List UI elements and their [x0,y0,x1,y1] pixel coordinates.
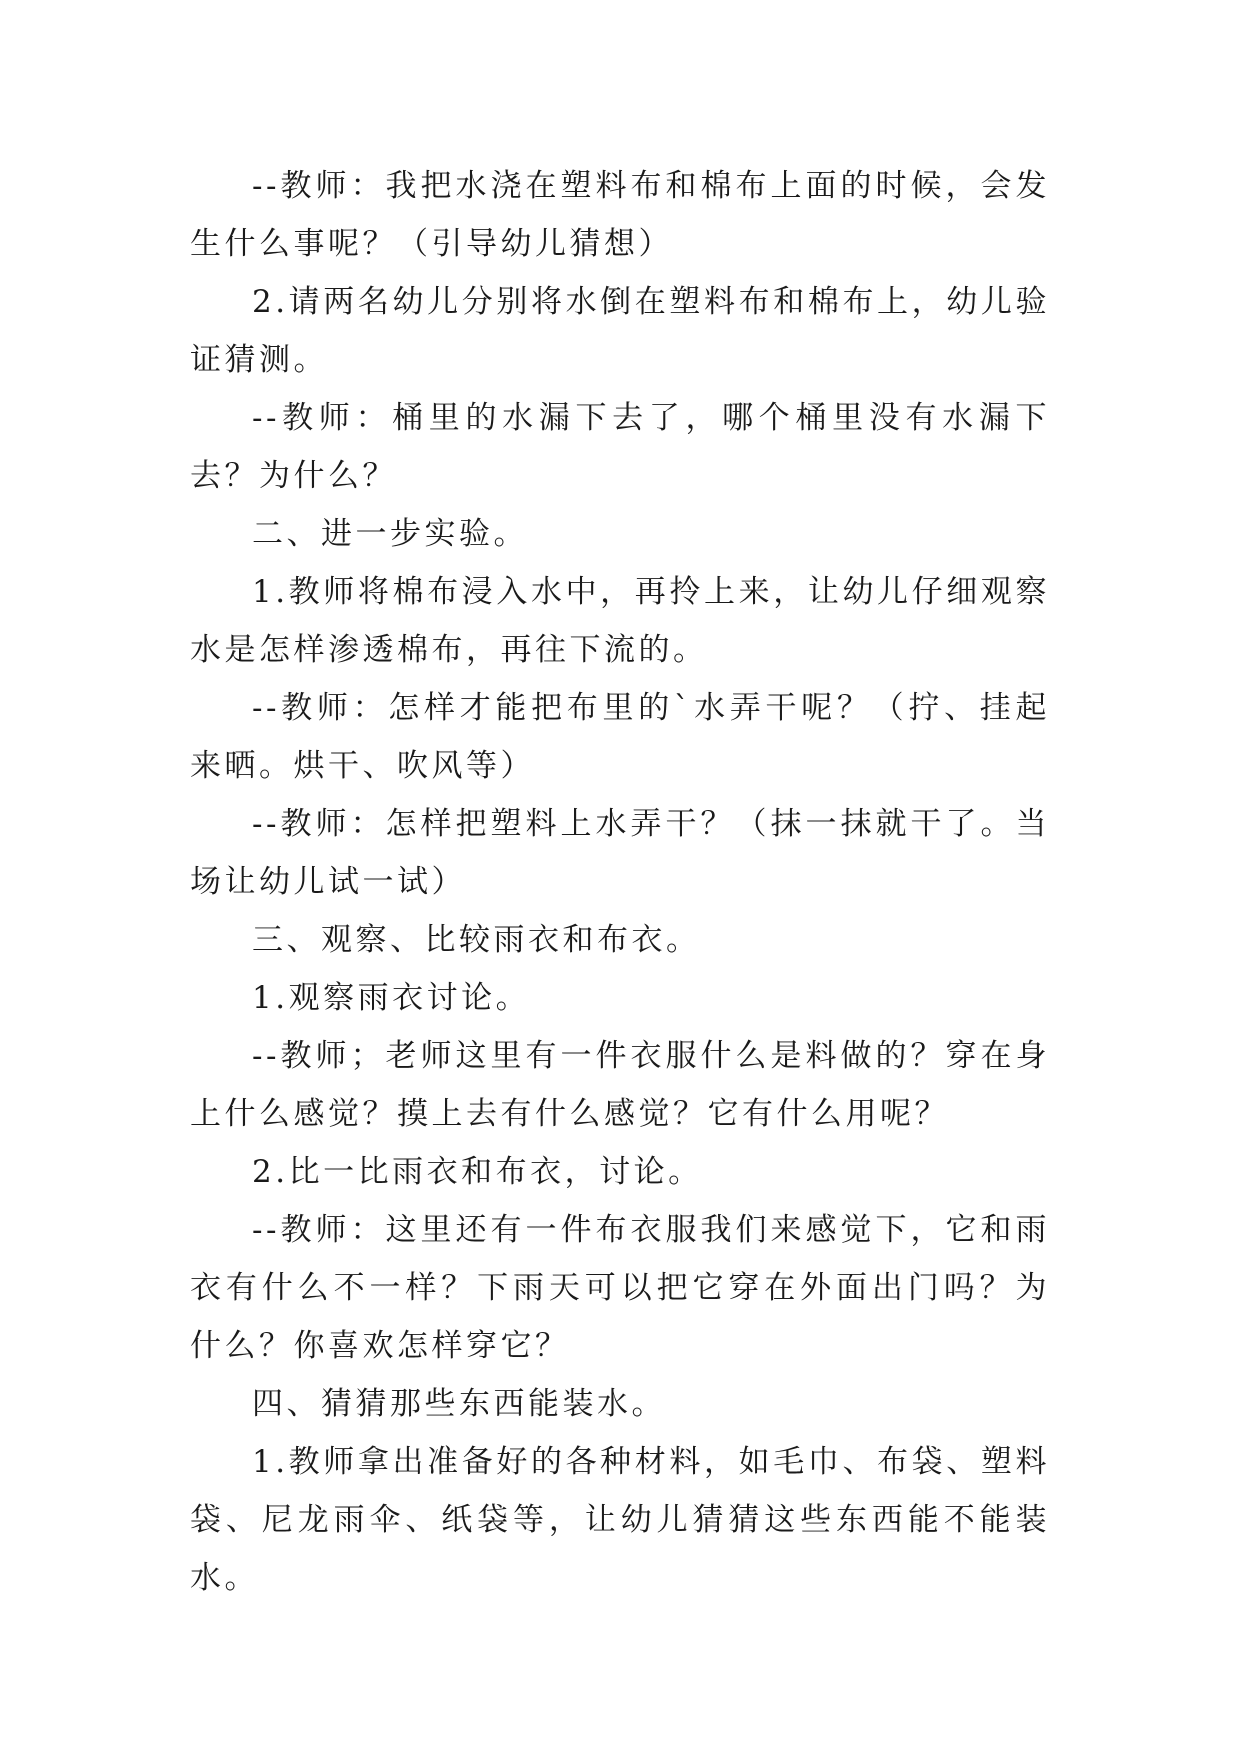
paragraph-step-2-verify: 2.请两名幼儿分别将水倒在塑料布和棉布上，幼儿验证猜测。 [190,284,1050,378]
section-heading-2: 二、进一步实验。 [252,516,528,552]
paragraph-teacher-raincoat: --教师；老师这里有一件衣服什么是料做的？穿在身上什么感觉？摸上去有什么感觉？它有什么用呢？ [190,1038,1050,1132]
paragraph-step-1-materials: 1.教师拿出准备好的各种材料，如毛巾、布袋、塑料袋、尼龙雨伞、纸袋等，让幼儿猜猜这些东西能不能装水。 [190,1444,1050,1596]
section-heading-3: 三、观察、比较雨衣和布衣。 [252,922,701,958]
paragraph-teacher-bucket: --教师：桶里的水漏下去了，哪个桶里没有水漏下去？为什么？ [190,400,1050,494]
paragraph-step-2-compare: 2.比一比雨衣和布衣，讨论。 [252,1154,703,1190]
document-body [190,157,1050,1607]
paragraph-teacher-dry-cloth: --教师：怎样才能把布里的`水弄干呢？（拧、挂起来晒。烘干、吹风等） [190,690,1050,784]
paragraph-teacher-question-water: --教师：我把水浇在塑料布和棉布上面的时候，会发生什么事呢？（引导幼儿猜想） [190,168,1050,262]
paragraph-teacher-cloth: --教师：这里还有一件布衣服我们来感觉下，它和雨衣有什么不一样？下雨天可以把它穿在外面出门吗？为什么？你喜欢怎样穿它？ [190,1212,1050,1364]
paragraph-step-1-cotton: 1.教师将棉布浸入水中，再拎上来，让幼儿仔细观察水是怎样渗透棉布，再往下流的。 [190,574,1050,668]
paragraph-teacher-dry-plastic: --教师：怎样把塑料上水弄干？（抹一抹就干了。当场让幼儿试一试） [190,806,1050,900]
paragraph-step-1-raincoat: 1.观察雨衣讨论。 [252,980,531,1016]
section-heading-4: 四、猜猜那些东西能装水。 [252,1386,666,1422]
